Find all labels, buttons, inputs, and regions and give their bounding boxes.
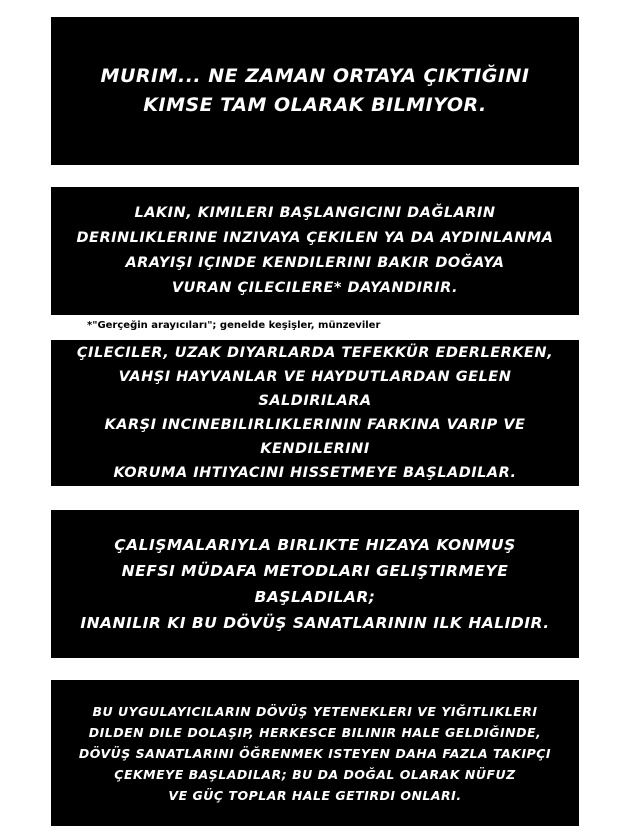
caption-text-2: LAKIN, KIMILERI BAŞLANGICINI DAĞLARIN DERINLIKLERINE INZIVAYA ÇEKILEN YA DA AYDINLANMA ARAYIŞI IÇINDE KENDILERINI BAKIR DOĞAYA VURAN ÇILECILERE* DAYANDIRIR. [76,205,554,296]
caption-text-1: MURIM... NE ZAMAN ORTAYA ÇIKTIĞINI KIMSE TAM OLARAK BILMIYOR. [100,65,530,116]
caption-panel-5 [51,680,579,826]
caption-panel-2 [51,187,579,315]
footnote: *"Gerçeğin arayıcıları"; genelde keşişler, münzeviler [87,320,381,331]
caption-text-5: BU UYGULAYICILARIN DÖVÜŞ YETENEKLERI VE YIĞITLIKLERI DILDEN DILE DOLAŞIP, HERKESCE BILINIR HALE GELDIĞINDE, DÖVÜŞ SANATLARINI ÖĞRENMEK ISTEYEN DAHA FAZLA TAKIPÇI ÇEKMEYE BAŞLADILAR; BU DA DOĞAL OLARAK NÜFUZ VE GÜÇ TOPLAR HALE GETIRDI ONLARI. [78,703,552,803]
caption-text-4: ÇALIŞMALARIYLA BIRLIKTE HIZAYA KONMUŞ NEFSI MÜDAFA METODLARI GELIŞTIRMEYE BAŞLADILAR; INANILIR KI BU DÖVÜŞ SANATLARININ ILK HALIDIR. [80,536,550,632]
caption-panel-3 [51,340,579,486]
caption-panel-1 [51,17,579,165]
caption-panel-4 [51,510,579,658]
caption-text-3: ÇILECILER, UZAK DIYARLARDA TEFEKKÜR EDERLERKEN, VAHŞI HAYVANLAR VE HAYDUTLARDAN GELEN SALDIRILARA KARŞI INCINEBILIRLIKLERININ FARKINA VARIP VE KENDILERINI KORUMA IHTIYACINI HISSETMEYE BAŞLADILAR. [76,345,554,481]
